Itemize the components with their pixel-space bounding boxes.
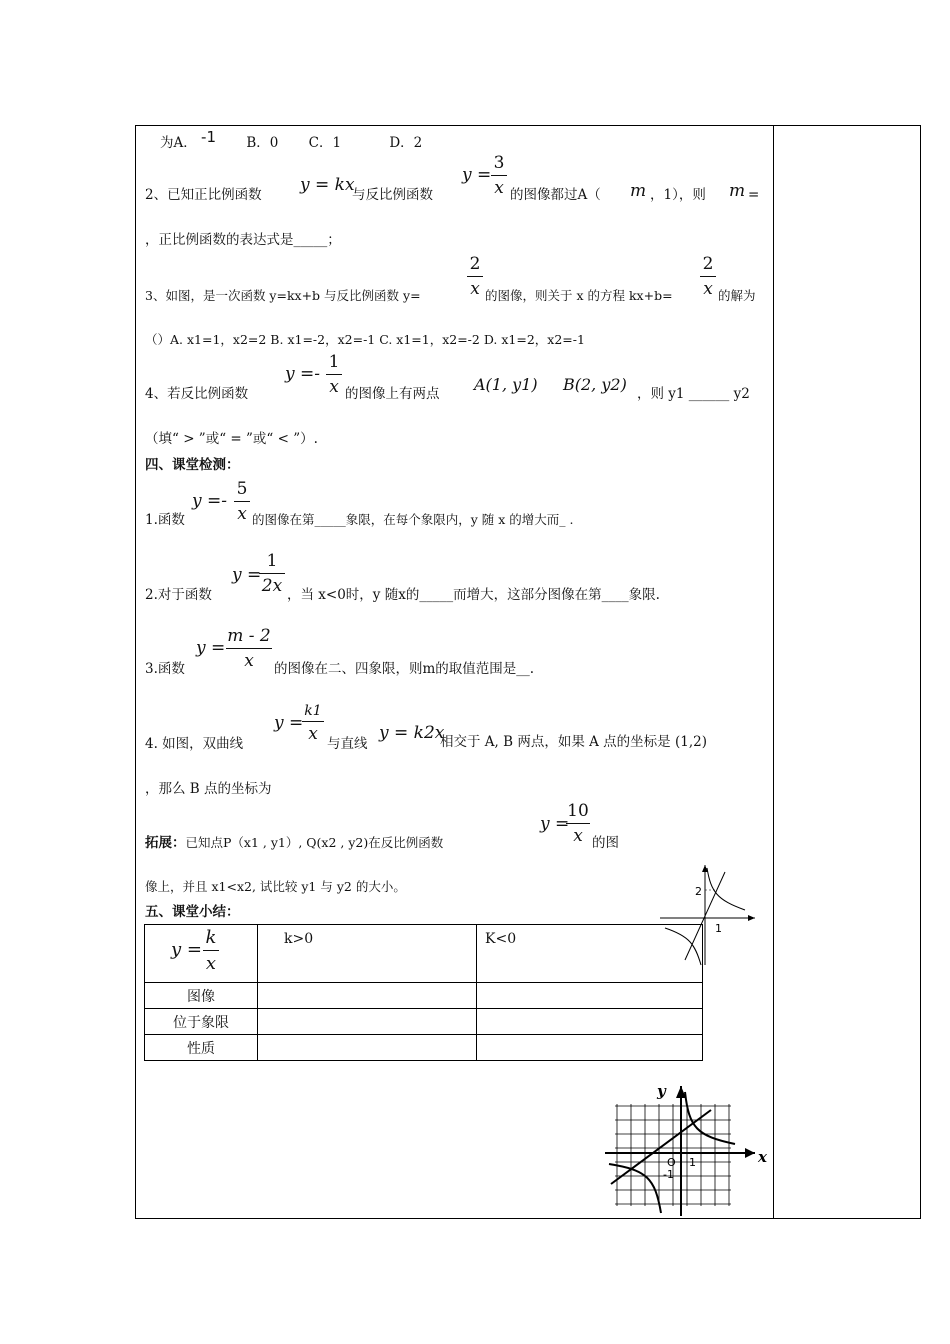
q2-lead: 2、已知正比例函数 bbox=[145, 187, 262, 203]
q2-frac-num: 3 bbox=[493, 153, 505, 173]
q4-then: ，则 y1 ______ y2 bbox=[637, 386, 750, 402]
t3-text: 的图像在二、四象限，则m的取值范围是__. bbox=[274, 661, 535, 677]
t2-lead: 2.对于函数 bbox=[145, 587, 212, 603]
t1-lhs: y =- bbox=[192, 491, 227, 511]
t4-line2: ，那么 B 点的坐标为 bbox=[145, 781, 272, 797]
graph-grid-hyperbola-line bbox=[603, 1078, 773, 1218]
q4-num: 1 bbox=[328, 352, 340, 372]
t1-num: 5 bbox=[236, 479, 248, 499]
summary-head-lhs: y = bbox=[171, 939, 202, 960]
summary-col-k-positive: k>0 bbox=[258, 925, 477, 983]
q4-point-a: A(1, y1) bbox=[474, 375, 538, 394]
q2-frac-lhs: y = bbox=[462, 165, 492, 185]
grid-lines bbox=[615, 1104, 731, 1206]
graph1-x-label: 1 bbox=[715, 922, 722, 935]
summary-cell bbox=[477, 983, 703, 1009]
summary-row bbox=[145, 1035, 703, 1061]
summary-row-label: 位于象限 bbox=[145, 1009, 258, 1035]
hyperbola-branch-q1 bbox=[707, 868, 745, 910]
q4-mid: 的图像上有两点 bbox=[345, 386, 440, 402]
summary-row bbox=[145, 1009, 703, 1035]
graph2-origin-label: O bbox=[667, 1156, 676, 1169]
t3-lhs: y = bbox=[196, 638, 226, 658]
section5-title: 五、课堂小结： bbox=[145, 904, 240, 920]
t4-fraction bbox=[302, 703, 324, 744]
hyperbola-branch-q3 bbox=[665, 928, 701, 965]
q4-lead: 4、若反比例函数 bbox=[145, 386, 249, 402]
q3-num: 2 bbox=[469, 254, 481, 274]
section4-title: 四、课堂检测： bbox=[145, 457, 240, 473]
x-axis-arrow bbox=[748, 915, 755, 921]
summary-header-formula bbox=[145, 925, 258, 983]
summary-row bbox=[145, 983, 703, 1009]
ext-line1 bbox=[145, 834, 443, 852]
t2-fraction bbox=[259, 551, 285, 596]
ext-tail: 的图 bbox=[592, 835, 619, 851]
ext-den: x bbox=[573, 826, 583, 846]
q1-option-a: -1 bbox=[201, 128, 217, 146]
straight-line bbox=[611, 1110, 711, 1184]
q2-mid: 与反比例函数 bbox=[352, 187, 433, 203]
q2-line2: ，正比例函数的表达式是_____； bbox=[145, 232, 341, 248]
t1-text: 的图像在第_____象限，在每个象限内，y 随 x 的增大而_ . bbox=[252, 512, 574, 527]
q1-choices bbox=[160, 128, 423, 152]
ext-text: 已知点P（x1 , y1）, Q(x2 , y2)在反比例函数 bbox=[185, 835, 444, 850]
t4-den: x bbox=[308, 724, 318, 744]
t3-lead: 3.函数 bbox=[145, 661, 185, 677]
summary-header-row bbox=[145, 925, 703, 983]
t3-num: m - 2 bbox=[227, 626, 271, 646]
t4-lead: 4. 如图，双曲线 bbox=[145, 736, 244, 752]
t4-tail: 相交于 A, B 两点，如果 A 点的坐标是 (1,2) bbox=[440, 734, 707, 750]
q1-option-b: B．0 bbox=[246, 135, 279, 151]
q1-option-d: D．2 bbox=[389, 135, 423, 151]
summary-cell bbox=[258, 1035, 477, 1061]
q4-den: x bbox=[329, 377, 339, 397]
summary-cell bbox=[258, 1009, 477, 1035]
q2-m: m bbox=[630, 181, 647, 201]
summary-table bbox=[144, 924, 703, 1061]
t2-den: 2x bbox=[261, 576, 283, 596]
q3-mid: 的图像，则关于 x 的方程 kx+b= bbox=[485, 288, 673, 303]
q1-option-c: C．1 bbox=[308, 135, 342, 151]
q2-fraction bbox=[491, 153, 507, 198]
ext-fraction bbox=[566, 801, 590, 846]
q2-eq1: y = kx bbox=[300, 175, 355, 195]
q3-fraction-2 bbox=[700, 254, 716, 299]
t4-line: y = k2x bbox=[379, 723, 445, 743]
t2-num: 1 bbox=[266, 551, 278, 571]
t3-fraction bbox=[226, 626, 272, 671]
t1-lead: 1.函数 bbox=[145, 512, 185, 528]
hyperbola-branch-q1 bbox=[685, 1092, 735, 1144]
graph2-neg-one-label: -1 bbox=[663, 1168, 674, 1181]
ext-label: 拓展： bbox=[145, 835, 186, 851]
summary-row-label: 性质 bbox=[145, 1035, 258, 1061]
q2-tail2: ，1），则 bbox=[650, 187, 706, 203]
q3-den2: x bbox=[703, 279, 713, 299]
graph2-one-label: 1 bbox=[689, 1156, 696, 1169]
t3-den: x bbox=[244, 651, 254, 671]
summary-cell bbox=[477, 1035, 703, 1061]
graph1-y-label: 2 bbox=[695, 885, 702, 898]
t4-num: k1 bbox=[304, 703, 322, 719]
column-divider bbox=[773, 125, 774, 1219]
q4-lhs: y =- bbox=[285, 364, 320, 384]
ext-line2: 像上，并且 x1<x2, 试比较 y1 与 y2 的大小。 bbox=[145, 879, 406, 894]
q2-frac-den: x bbox=[494, 178, 504, 198]
q3-fraction-1 bbox=[467, 254, 483, 299]
graph2-y-label: y bbox=[657, 1082, 666, 1100]
t2-lhs: y = bbox=[232, 565, 262, 585]
t2-text: ，当 x<0时，y 随x的_____而增大，这部分图像在第____象限. bbox=[287, 587, 660, 603]
q3-text: 3、如图，是一次函数 y=kx+b 与反比例函数 y= bbox=[145, 288, 421, 303]
t4-lhs: y = bbox=[274, 713, 304, 733]
x-axis-arrow bbox=[745, 1148, 755, 1158]
q4-fraction bbox=[326, 352, 342, 397]
q1-prefix: 为A． bbox=[160, 135, 197, 151]
ext-num: 10 bbox=[567, 801, 589, 821]
t4-mid: 与直线 bbox=[327, 736, 368, 752]
q4-point-b: B(2, y2) bbox=[563, 375, 627, 394]
summary-row-label: 图像 bbox=[145, 983, 258, 1009]
t1-fraction bbox=[234, 479, 250, 524]
summary-head-num: k bbox=[205, 927, 217, 948]
summary-cell bbox=[258, 983, 477, 1009]
q3-tail: 的解为 bbox=[718, 288, 756, 303]
q4-fill: （填“ > ”或“ = ”或“ < ”）. bbox=[145, 431, 318, 447]
t1-den: x bbox=[237, 504, 247, 524]
q3-choices: （）A. x1=1，x2=2 B. x1=-2，x2=-1 C. x1=1，x2=-2 D. x1=2，x2=-1 bbox=[145, 332, 585, 347]
q3-num2: 2 bbox=[702, 254, 714, 274]
ext-lhs: y = bbox=[540, 814, 570, 834]
graph2-x-label: x bbox=[758, 1148, 767, 1166]
graph-hyperbola-line-small bbox=[655, 860, 760, 968]
summary-cell bbox=[477, 1009, 703, 1035]
q2-eq: = bbox=[748, 187, 760, 203]
q3-den: x bbox=[470, 279, 480, 299]
summary-head-fraction bbox=[203, 927, 219, 974]
summary-head-den: x bbox=[205, 953, 217, 974]
q2-m2: m bbox=[729, 181, 746, 201]
summary-col-k-negative: K<0 bbox=[477, 925, 703, 983]
q2-tail: 的图像都过A（ bbox=[510, 187, 601, 203]
